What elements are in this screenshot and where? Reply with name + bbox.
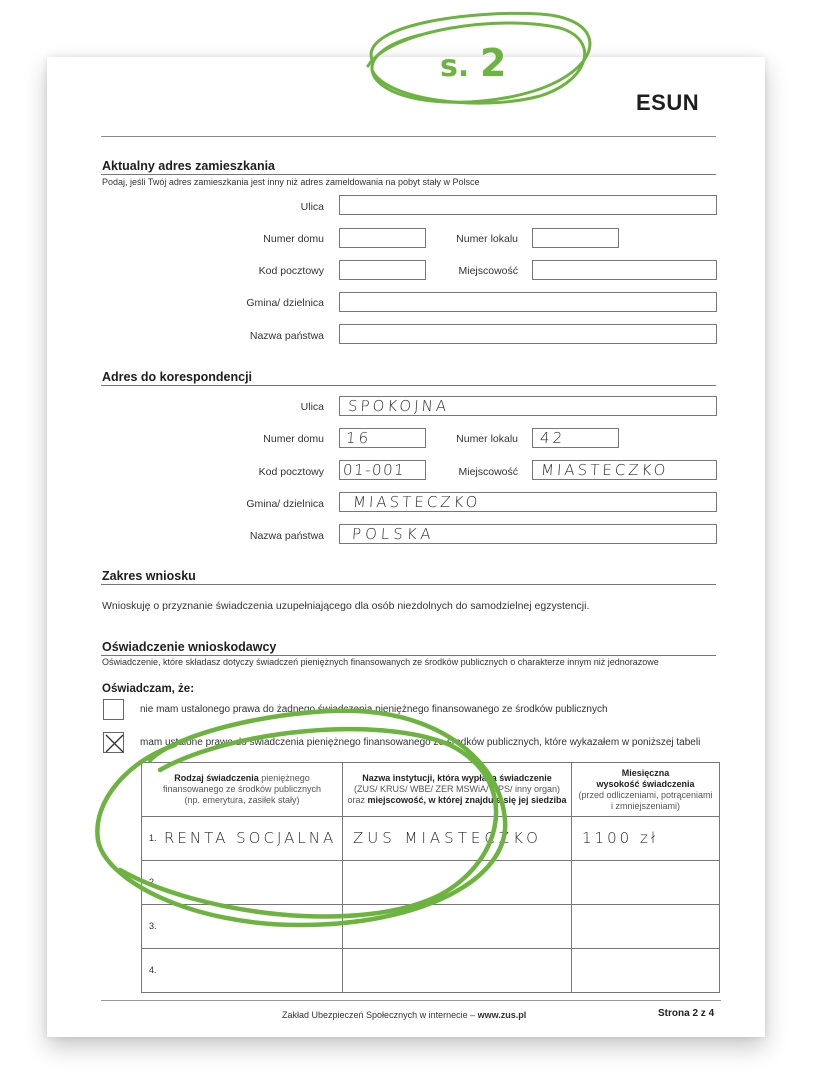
row-number: 3. — [149, 921, 157, 931]
label-house: Numer domu — [263, 233, 324, 245]
table-row — [142, 905, 720, 949]
cell-amount[interactable] — [572, 861, 720, 905]
label-apartment: Numer lokalu — [456, 233, 518, 245]
header-rule — [101, 136, 716, 137]
section-title-current-address: Aktualny adres zamieszkania — [102, 159, 275, 173]
section-rule — [101, 655, 716, 656]
footer-text: Zakład Ubezpieczeń Społecznych w internecie – www.zus.pl — [282, 1010, 527, 1020]
footer-rule — [101, 1000, 721, 1001]
label-municipality: Gmina/ dzielnica — [246, 297, 324, 309]
cell-institution[interactable] — [343, 905, 572, 949]
corr-postal-value: 01-001 — [342, 461, 406, 479]
corr-house-value: 16 — [345, 429, 372, 447]
section-rule — [101, 174, 716, 175]
current-house-field[interactable] — [339, 228, 426, 248]
label-country: Nazwa państwa — [249, 530, 324, 542]
col-header-amount: Miesięczna wysokość świadczenia (przed odliczeniami, potrąceniami i zmniejszeniami) — [572, 763, 720, 817]
label-municipality: Gmina/ dzielnica — [246, 498, 324, 510]
corr-apartment-value: 42 — [539, 429, 566, 447]
section-title-correspondence: Adres do korespondencji — [102, 370, 253, 384]
label-postal: Kod pocztowy — [258, 466, 324, 478]
cell-institution[interactable] — [343, 949, 572, 993]
label-house: Numer domu — [263, 433, 324, 445]
corr-municipality-value: MIASTECZKO — [352, 493, 482, 511]
section-title-scope: Zakres wniosku — [102, 569, 196, 583]
institution-value: ZUS MIASTECZKO — [353, 829, 542, 847]
label-country: Nazwa państwa — [249, 330, 324, 342]
benefits-table — [141, 762, 720, 993]
current-city-field[interactable] — [532, 260, 717, 280]
cell-benefit-type[interactable] — [142, 905, 343, 949]
declaration-subtitle: Oświadczenie, które składasz dotyczy świadczeń pieniężnych finansowanych ze środków publicznych o charakterze innym niż jednorazowe — [102, 657, 659, 667]
option-has-benefit-label: mam ustalone prawo do świadczenia pieniężnego finansowanego ze środków publicznych, które wykazałem w poniższej tabeli — [140, 737, 701, 748]
current-apartment-field[interactable] — [532, 228, 619, 248]
footer-link[interactable]: www.zus.pl — [477, 1010, 527, 1020]
declaration-lead: Oświadczam, że: — [102, 683, 195, 695]
cell-amount[interactable] — [572, 949, 720, 993]
corr-street-value: SPOKOJNA — [347, 397, 450, 415]
section-rule — [101, 584, 716, 585]
row-number: 2. — [149, 877, 157, 887]
section-subtitle: Podaj, jeśli Twój adres zamieszkania jest inny niż adres zameldowania na pobyt stały w Polsce — [102, 177, 480, 187]
cell-amount[interactable] — [572, 817, 720, 861]
label-city: Miejscowość — [458, 265, 518, 277]
row-number: 1. — [149, 833, 157, 843]
option-no-benefit-label: nie mam ustalonego prawa do żadnego świadczenia pieniężnego finansowanego ze środków publicznych — [140, 704, 608, 715]
table-row — [142, 861, 720, 905]
amount-value: 1100 zł — [582, 829, 659, 847]
table-row — [142, 949, 720, 993]
page-number: Strona 2 z 4 — [658, 1008, 715, 1019]
cell-benefit-type[interactable] — [142, 949, 343, 993]
col-header-benefit-type: Rodzaj świadczenia pieniężnego finansowanego ze środków publicznych (np. emerytura, zasiłek stały) — [142, 763, 343, 817]
label-city: Miejscowość — [458, 466, 518, 478]
table-header-row — [142, 763, 720, 817]
section-title-declaration: Oświadczenie wnioskodawcy — [102, 640, 277, 654]
checkmark-x-icon — [104, 733, 125, 754]
cell-institution[interactable] — [343, 817, 572, 861]
label-postal: Kod pocztowy — [258, 265, 324, 277]
cell-benefit-type[interactable] — [142, 817, 343, 861]
label-apartment: Numer lokalu — [456, 433, 518, 445]
cell-benefit-type[interactable] — [142, 861, 343, 905]
stamp-label: s. — [440, 49, 470, 84]
col-header-institution: Nazwa instytucji, która wypłaca świadczenie (ZUS/ KRUS/ WBE/ ZER MSWiA/ OPS/ inny organ) oraz miejscowość, w której znajduje się jej siedziba — [343, 763, 572, 817]
form-code: ESUN — [636, 90, 700, 115]
current-postal-field[interactable] — [339, 260, 426, 280]
section-rule — [101, 385, 716, 386]
cell-amount[interactable] — [572, 905, 720, 949]
row-number: 4. — [149, 965, 157, 975]
current-street-field[interactable] — [339, 195, 717, 215]
table-row — [142, 817, 720, 861]
current-municipality-field[interactable] — [339, 292, 717, 312]
corr-country-value: POLSKA — [351, 525, 436, 543]
label-street: Ulica — [300, 201, 324, 213]
label-street: Ulica — [300, 401, 324, 413]
stamp-number: 2 — [480, 41, 507, 85]
option-no-benefit-checkbox[interactable] — [103, 699, 124, 720]
scope-text: Wnioskuję o przyznanie świadczenia uzupełniającego dla osób niezdolnych do samodzielnej egzystencji. — [102, 600, 590, 612]
option-has-benefit-checkbox[interactable] — [103, 732, 124, 753]
current-country-field[interactable] — [339, 324, 717, 344]
cell-institution[interactable] — [343, 861, 572, 905]
corr-city-value: MIASTECZKO — [540, 461, 670, 479]
benefit-type-value: RENTA SOCJALNA — [164, 829, 337, 847]
